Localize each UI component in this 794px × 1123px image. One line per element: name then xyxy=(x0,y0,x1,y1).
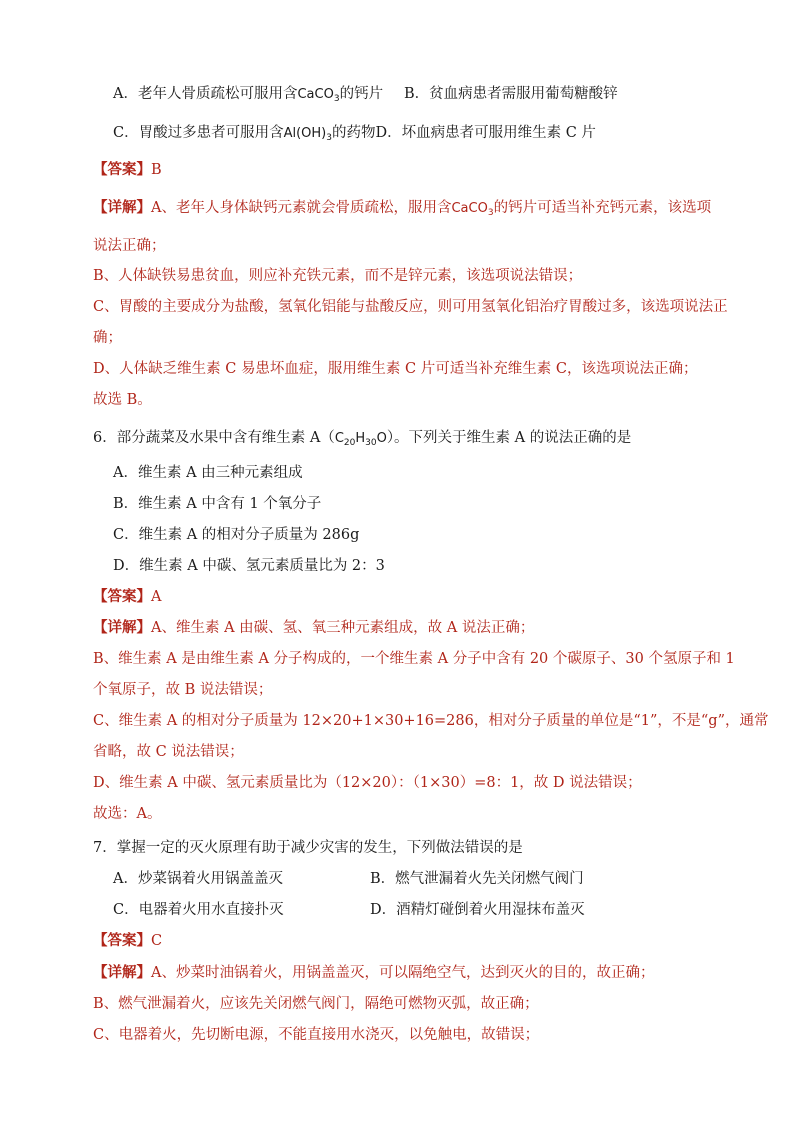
q7-stem: 7．掌握一定的灭火原理有助于减少灾害的发生，下列做法错误的是 xyxy=(93,840,523,856)
q5-option-a-text: A．老年人骨质疏松可服用含 xyxy=(113,86,298,102)
q6-stem-text: 6．部分蔬菜及水果中含有维生素 A（ xyxy=(93,430,335,446)
detail-text: A、炒菜时油锅着火，用锅盖盖灭，可以隔绝空气，达到灭火的目的，故正确； xyxy=(151,965,655,981)
q5-detail-1 xyxy=(93,198,711,219)
answer-value: A xyxy=(151,589,162,605)
q6-detail-2: B、维生素 A 是由维生素 A 分子构成的，一个维生素 A 分子中含有 20 个碳原子、30 个氢原子和 1 xyxy=(93,651,735,667)
q6-option-d: D．维生素 A 中碳、氢元素质量比为 2：3 xyxy=(113,558,385,574)
q6-stem xyxy=(93,428,631,449)
q5-option-a-tail: 的钙片 xyxy=(339,86,384,102)
detail-label: 【详解】 xyxy=(93,199,151,216)
detail-label: 【详解】 xyxy=(93,964,151,981)
detail-label: 【详解】 xyxy=(93,619,151,636)
q5-detail-4: C、胃酸的主要成分为盐酸，氢氧化铝能与盐酸反应，则可用氢氧化铝治疗胃酸过多，该选项说法正 xyxy=(93,299,728,315)
q7-detail-2: B、燃气泄漏着火，应该先关闭燃气阀门，隔绝可燃物灭弧，故正确； xyxy=(93,996,539,1012)
formula-main: Al(OH) xyxy=(283,126,327,141)
q5-detail-3: B、人体缺铁易患贫血，则应补充铁元素，而不是锌元素，该选项说法错误； xyxy=(93,268,583,284)
formula-c-sub: 20 xyxy=(343,438,356,448)
q5-option-a xyxy=(113,84,383,105)
formula-main: CaCO xyxy=(297,87,334,102)
q5-option-d: D．坏血病患者可服用维生素 C 片 xyxy=(375,125,596,141)
q5-detail-2: 说法正确； xyxy=(93,238,166,254)
q6-option-b: B．维生素 A 中含有 1 个氧分子 xyxy=(113,496,322,512)
q6-detail-1 xyxy=(93,618,534,638)
formula-sub: 3 xyxy=(326,133,332,143)
detail-text: A、老年人身体缺钙元素就会骨质疏松，服用含 xyxy=(151,200,452,216)
formula-c: C xyxy=(334,431,344,446)
formula-o: O xyxy=(376,431,387,446)
answer-label: 【答案】 xyxy=(93,161,151,178)
formula-h: H xyxy=(355,431,366,446)
q7-option-c: C．电器着火用水直接扑灭 xyxy=(113,902,284,918)
q6-detail-6: D、维生素 A 中碳、氢元素质量比为（12×20）：（1×30）=8：1，故 D 说法错误； xyxy=(93,775,642,791)
q6-option-a: A．维生素 A 由三种元素组成 xyxy=(113,465,303,481)
answer-label: 【答案】 xyxy=(93,588,151,605)
q6-option-c: C．维生素 A 的相对分子质量为 286g xyxy=(113,527,360,543)
q6-detail-4: C、维生素 A 的相对分子质量为 12×20+1×30+16=286，相对分子质量的单位是“1”，不是“g”，通常 xyxy=(93,713,769,729)
formula-h-sub: 30 xyxy=(365,438,377,448)
q7-answer xyxy=(93,931,162,951)
answer-label: 【答案】 xyxy=(93,932,151,949)
q5-option-c-tail: 的药物 xyxy=(331,125,376,141)
q5-answer xyxy=(93,160,162,180)
q5-option-c-formula xyxy=(284,126,332,141)
q6-detail-3: 个氧原子，故 B 说法错误； xyxy=(93,682,273,698)
formula-sub: 3 xyxy=(333,94,340,104)
q7-detail-1 xyxy=(93,963,654,983)
detail-text: A、维生素 A 由碳、氢、氧三种元素组成，故 A 说法正确； xyxy=(151,620,535,636)
q6-detail-7: 故选：A。 xyxy=(93,806,162,822)
q5-detail-6: D、人体缺乏维生素 C 易患坏血症，服用维生素 C 片可适当补充维生素 C，该选项说法正确； xyxy=(93,361,698,377)
q6-answer xyxy=(93,587,161,607)
answer-value: C xyxy=(151,933,163,949)
q7-option-a: A．炒菜锅着火用锅盖盖灭 xyxy=(113,871,283,887)
q7-detail-3: C、电器着火，先切断电源，不能直接用水浇灭，以免触电，故错误； xyxy=(93,1027,540,1043)
answer-value: B xyxy=(151,162,162,178)
formula-sub: 3 xyxy=(487,208,494,218)
q6-stem-tail: ）。下列关于维生素 A 的说法正确的是 xyxy=(386,430,632,446)
q7-option-b: B．燃气泄漏着火先关闭燃气阀门 xyxy=(370,871,584,887)
q5-detail-7: 故选 B。 xyxy=(93,392,152,408)
formula-main: CaCO xyxy=(451,201,488,216)
q5-option-c-text: C．胃酸过多患者可服用含 xyxy=(113,125,284,141)
detail-formula xyxy=(451,201,493,216)
q6-detail-5: 省略，故 C 说法错误； xyxy=(93,744,244,760)
q5-option-c xyxy=(113,123,596,144)
q5-detail-5: 确； xyxy=(93,330,122,346)
q5-option-b: B．贫血病患者需服用葡萄糖酸锌 xyxy=(404,86,618,102)
q6-formula xyxy=(335,431,387,446)
q5-option-a-formula xyxy=(297,87,339,102)
q7-option-d: D．酒精灯碰倒着火用湿抹布盖灭 xyxy=(370,902,585,918)
detail-text-tail: 的钙片可适当补充钙元素，该选项 xyxy=(493,200,712,216)
